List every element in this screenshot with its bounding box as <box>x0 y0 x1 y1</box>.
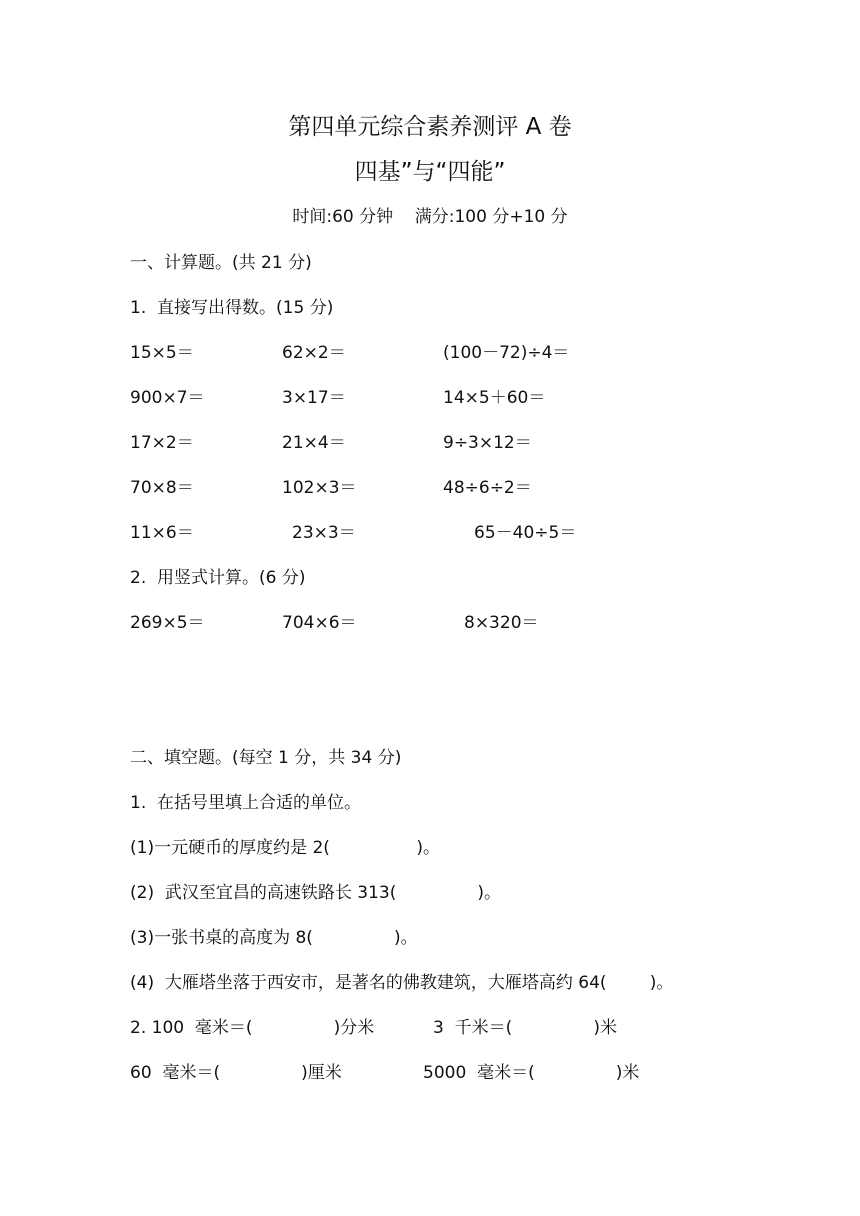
fill-item: (3)一张书桌的高度为 8( )。 <box>130 928 418 948</box>
question-2-label: 2. 用竖式计算。(6 分) <box>130 568 306 588</box>
calc-item: 102×3＝ <box>282 478 357 498</box>
page-title: 第四单元综合素养测评 A 卷 <box>288 114 572 140</box>
fill-item: (4) 大雁塔坐落于西安市，是著名的佛教建筑，大雁塔高约 64( )。 <box>130 973 674 993</box>
calc-item: 11×6＝ <box>130 523 194 543</box>
exam-meta: 时间:60 分钟 满分:100 分+10 分 <box>292 207 568 227</box>
calc-item: 14×5＋60＝ <box>443 388 546 408</box>
page-subtitle: 四基”与“四能” <box>354 159 506 185</box>
vertical-calc-item: 8×320＝ <box>464 613 539 633</box>
calc-item: 3×17＝ <box>282 388 346 408</box>
calc-item: 62×2＝ <box>282 343 346 363</box>
unit-conversion-item: 2. 100 毫米＝( )分米 <box>130 1018 375 1038</box>
calc-item: 15×5＝ <box>130 343 194 363</box>
section-2-heading: 二、填空题。(每空 1 分，共 34 分) <box>130 748 402 768</box>
calc-item: 70×8＝ <box>130 478 194 498</box>
calc-item: 9÷3×12＝ <box>443 433 532 453</box>
fill-question-1-label: 1. 在括号里填上合适的单位。 <box>130 793 362 813</box>
unit-conversion-item: 5000 毫米＝( )米 <box>423 1063 640 1083</box>
question-1-label: 1. 直接写出得数。(15 分) <box>130 298 334 318</box>
calc-item: 21×4＝ <box>282 433 346 453</box>
calc-item: 48÷6÷2＝ <box>443 478 532 498</box>
calc-item: 23×3＝ <box>292 523 356 543</box>
calc-item: (100－72)÷4＝ <box>443 343 570 363</box>
fill-item: (1)一元硬币的厚度约是 2( )。 <box>130 838 441 858</box>
vertical-calc-item: 704×6＝ <box>282 613 357 633</box>
calc-item: 17×2＝ <box>130 433 194 453</box>
calc-item: 900×7＝ <box>130 388 205 408</box>
unit-conversion-item: 60 毫米＝( )厘米 <box>130 1063 342 1083</box>
unit-conversion-item: 3 千米＝( )米 <box>433 1018 617 1038</box>
calc-item: 65－40÷5＝ <box>474 523 577 543</box>
vertical-calc-item: 269×5＝ <box>130 613 205 633</box>
fill-item: (2) 武汉至宜昌的高速铁路长 313( )。 <box>130 883 502 903</box>
section-1-heading: 一、计算题。(共 21 分) <box>130 253 312 273</box>
